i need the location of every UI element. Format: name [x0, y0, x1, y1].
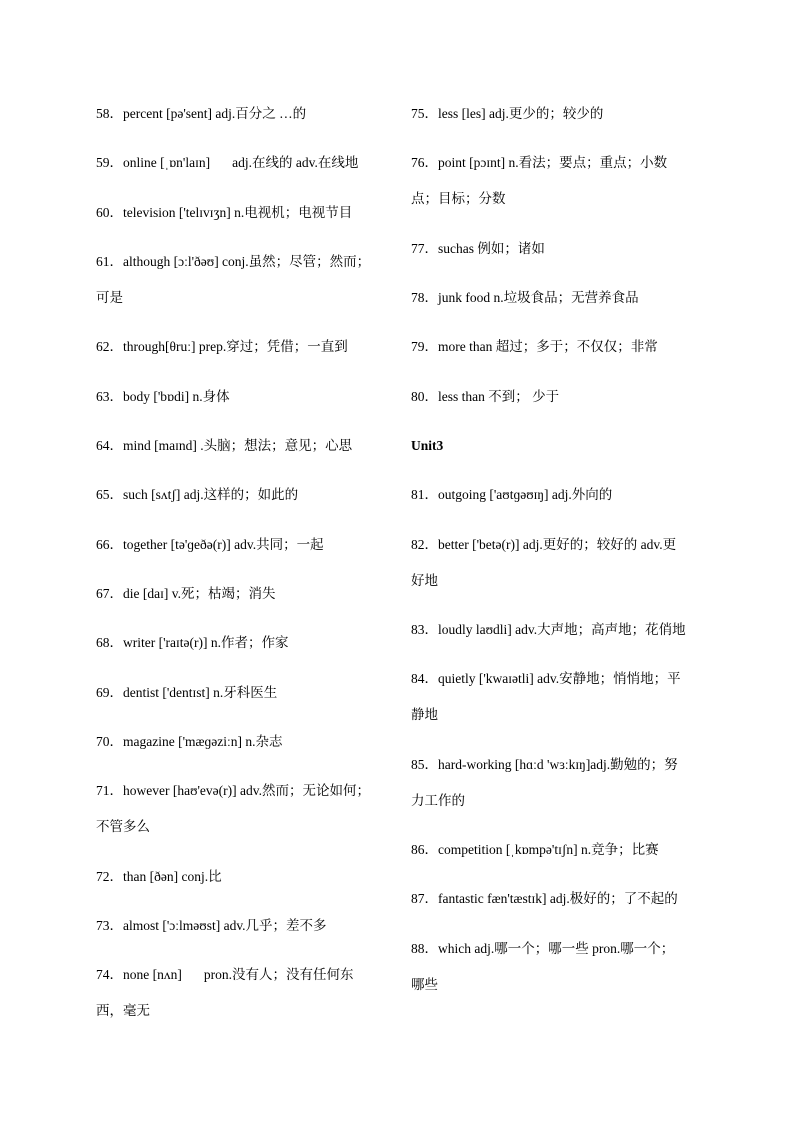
vocab-entry-67 — [96, 576, 388, 612]
entry-text: 72．than [ðən] conj.比 — [96, 869, 222, 884]
entry-continuation: 力工作的 — [411, 793, 465, 808]
vocab-entry-75 — [411, 96, 711, 132]
vocab-entry-71 — [96, 773, 388, 845]
vocab-entry-77 — [411, 231, 711, 267]
vocab-entry-88 — [411, 931, 711, 1003]
entry-text: 60．television ['telɪvɪʒn] n.电视机；电视节目 — [96, 205, 353, 220]
entry-definition: pron.没有人；没有任何东 — [203, 967, 354, 982]
entry-text: 74．none [nʌn] — [96, 967, 182, 982]
entry-continuation: 静地 — [411, 707, 438, 722]
entry-text: 73．almost ['ɔːlməʊst] adv.几乎；差不多 — [96, 918, 327, 933]
entry-continuation: 西，毫无 — [96, 1003, 150, 1018]
entry-text: 78．junk food n.垃圾食品；无营养食品 — [411, 290, 639, 305]
entry-text: 61．although [ɔːl'ðəʊ] conj.虽然；尽管；然而； — [96, 254, 371, 269]
entry-text: 77．suchas 例如；诸如 — [411, 241, 545, 256]
vocab-entry-70 — [96, 724, 388, 760]
vocab-entry-60 — [96, 195, 388, 231]
vocab-entry-72 — [96, 859, 388, 895]
vocab-entry-59 — [96, 145, 388, 181]
vocab-entry-78 — [411, 280, 711, 316]
vocab-entry-86 — [411, 832, 711, 868]
entry-text: 80．less than 不到； 少于 — [411, 389, 560, 404]
vocab-entry-81 — [411, 477, 711, 513]
entry-text: 87．fantastic fæn'tæstɪk] adj.极好的；了不起的 — [411, 891, 678, 906]
vocab-entry-68 — [96, 625, 388, 661]
vocab-entry-66 — [96, 527, 388, 563]
entry-continuation: 点；目标；分数 — [411, 191, 506, 206]
entry-text: 84．quietly ['kwaɪətli] adv.安静地；悄悄地；平 — [411, 671, 681, 686]
vocab-entry-87 — [411, 881, 711, 917]
vocab-entry-79 — [411, 329, 711, 365]
entry-text: 58．percent [pə'sent] adj.百分之 …的 — [96, 106, 307, 121]
entry-continuation: 好地 — [411, 573, 438, 588]
entry-text: 86．competition [ˌkɒmpə'tɪʃn] n.竞争；比赛 — [411, 842, 659, 857]
entry-text: 68．writer ['raɪtə(r)] n.作者；作家 — [96, 635, 289, 650]
vocab-entry-64 — [96, 428, 388, 464]
vocab-entry-63 — [96, 379, 388, 415]
vocab-entry-62 — [96, 329, 388, 365]
vocab-entry-74 — [96, 957, 388, 1029]
vocab-entry-69 — [96, 675, 388, 711]
entry-definition: adj.在线的 adv.在线地 — [232, 155, 359, 170]
entry-text: 79．more than 超过；多于；不仅仅；非常 — [411, 339, 658, 354]
vocab-entry-65 — [96, 477, 388, 513]
entry-continuation: 哪些 — [411, 977, 438, 992]
vocab-entry-73 — [96, 908, 388, 944]
entry-continuation: 可是 — [96, 290, 123, 305]
entry-text: 82．better ['betə(r)] adj.更好的；较好的 adv.更 — [411, 537, 677, 552]
entry-text: 67．die [daɪ] v.死；枯竭；消失 — [96, 586, 276, 601]
entry-text: 62．through[θruː] prep.穿过；凭借；一直到 — [96, 339, 348, 354]
entry-text: 81．outgoing ['aʊtɡəʊɪŋ] adj.外向的 — [411, 487, 613, 502]
entry-text: 76．point [pɔɪnt] n.看法；要点；重点；小数 — [411, 155, 668, 170]
vocab-entry-85 — [411, 747, 711, 819]
entry-text: 69．dentist ['dentɪst] n.牙科医生 — [96, 685, 278, 700]
entry-text: 66．together [tə'ɡeðə(r)] adv.共同；一起 — [96, 537, 324, 552]
entry-text: 65．such [sʌtʃ] adj.这样的；如此的 — [96, 487, 299, 502]
vocab-entry-61 — [96, 244, 388, 316]
entry-text: 71．however [haʊ'evə(r)] adv.然而；无论如何； — [96, 783, 371, 798]
entry-text: 59．online [ˌɒn'laɪn] — [96, 155, 211, 170]
vocab-entry-83 — [411, 612, 711, 648]
vocab-entry-58 — [96, 96, 388, 132]
entry-text: 64．mind [maɪnd] .头脑；想法；意见；心思 — [96, 438, 353, 453]
unit-heading: Unit3 — [411, 438, 444, 453]
entry-continuation: 不管多么 — [96, 819, 150, 834]
entry-text: 70．magazine ['mæɡəziːn] n.杂志 — [96, 734, 283, 749]
entry-text: 75．less [les] adj.更少的；较少的 — [411, 106, 604, 121]
vocab-entry-82 — [411, 527, 711, 599]
entry-text: 63．body ['bɒdi] n.身体 — [96, 389, 230, 404]
vocab-entry-80 — [411, 379, 711, 415]
vocab-entry-84 — [411, 661, 711, 733]
vocab-entry-76 — [411, 145, 711, 217]
entry-text: 85．hard-working [hɑːd 'wɜːkɪŋ]adj.勤勉的；努 — [411, 757, 678, 772]
entry-text: 88．which adj.哪一个；哪一些 pron.哪一个； — [411, 941, 675, 956]
entry-text: 83．loudly laʊdli] adv.大声地；高声地；花俏地 — [411, 622, 686, 637]
